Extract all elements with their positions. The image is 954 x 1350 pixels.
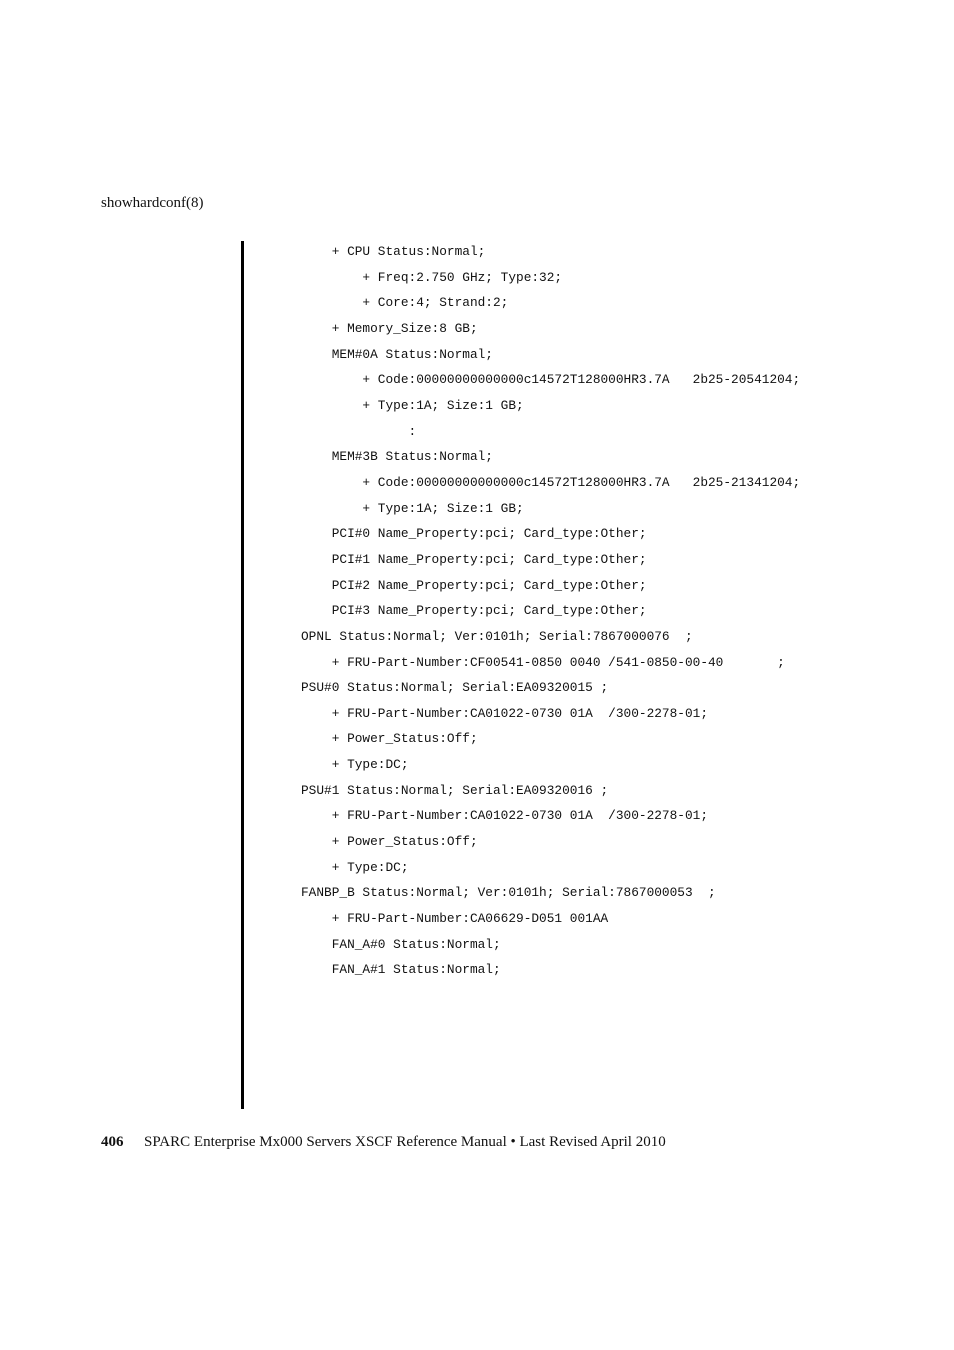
code-line: MEM#3B Status:Normal; <box>301 449 493 465</box>
code-line: + Memory_Size:8 GB; <box>301 320 478 336</box>
code-line: : <box>301 423 417 439</box>
code-line: + Type:1A; Size:1 GB; <box>301 500 524 516</box>
code-line: PCI#0 Name_Property:pci; Card_type:Other; <box>301 526 647 542</box>
code-line: + Freq:2.750 GHz; Type:32; <box>301 269 563 285</box>
code-example <box>301 243 800 987</box>
code-line: + FRU-Part-Number:CA01022-0730 01A /300-2278-01; <box>301 808 709 824</box>
code-line: + FRU-Part-Number:CA01022-0730 01A /300-2278-01; <box>301 705 709 721</box>
code-line: + Power_Status:Off; <box>301 834 478 850</box>
code-line: PCI#3 Name_Property:pci; Card_type:Other; <box>301 603 647 619</box>
code-line: + Core:4; Strand:2; <box>301 295 509 311</box>
footer-text: SPARC Enterprise Mx000 Servers XSCF Reference Manual • Last Revised April 2010 <box>144 1134 666 1150</box>
code-line: + Type:1A; Size:1 GB; <box>301 397 524 413</box>
code-line: PSU#1 Status:Normal; Serial:EA09320016 ; <box>301 782 609 798</box>
code-line: + Type:DC; <box>301 757 409 773</box>
code-line: PCI#2 Name_Property:pci; Card_type:Other; <box>301 577 647 593</box>
code-line: + Code:00000000000000c14572T128000HR3.7A 2b25-21341204; <box>301 474 801 490</box>
code-line: FANBP_B Status:Normal; Ver:0101h; Serial:7867000053 ; <box>301 885 716 901</box>
code-line: MEM#0A Status:Normal; <box>301 346 493 362</box>
change-bar <box>241 241 244 1109</box>
running-header-title: showhardconf(8) <box>101 195 204 211</box>
page-number: 406 <box>101 1134 124 1150</box>
code-line: + Code:00000000000000c14572T128000HR3.7A 2b25-20541204; <box>301 372 801 388</box>
code-line: PSU#0 Status:Normal; Serial:EA09320015 ; <box>301 680 609 696</box>
code-line: PCI#1 Name_Property:pci; Card_type:Other; <box>301 551 647 567</box>
code-line: + FRU-Part-Number:CF00541-0850 0040 /541-0850-00-40 ; <box>301 654 785 670</box>
code-line: OPNL Status:Normal; Ver:0101h; Serial:7867000076 ; <box>301 628 693 644</box>
page-footer <box>101 1132 666 1152</box>
code-line: + CPU Status:Normal; <box>301 244 486 259</box>
code-line: FAN_A#0 Status:Normal; <box>301 936 501 952</box>
code-line: FAN_A#1 Status:Normal; <box>301 962 501 978</box>
code-line: + Power_Status:Off; <box>301 731 478 747</box>
code-line: + Type:DC; <box>301 859 409 875</box>
code-line: + FRU-Part-Number:CA06629-D051 001AA <box>301 911 609 927</box>
